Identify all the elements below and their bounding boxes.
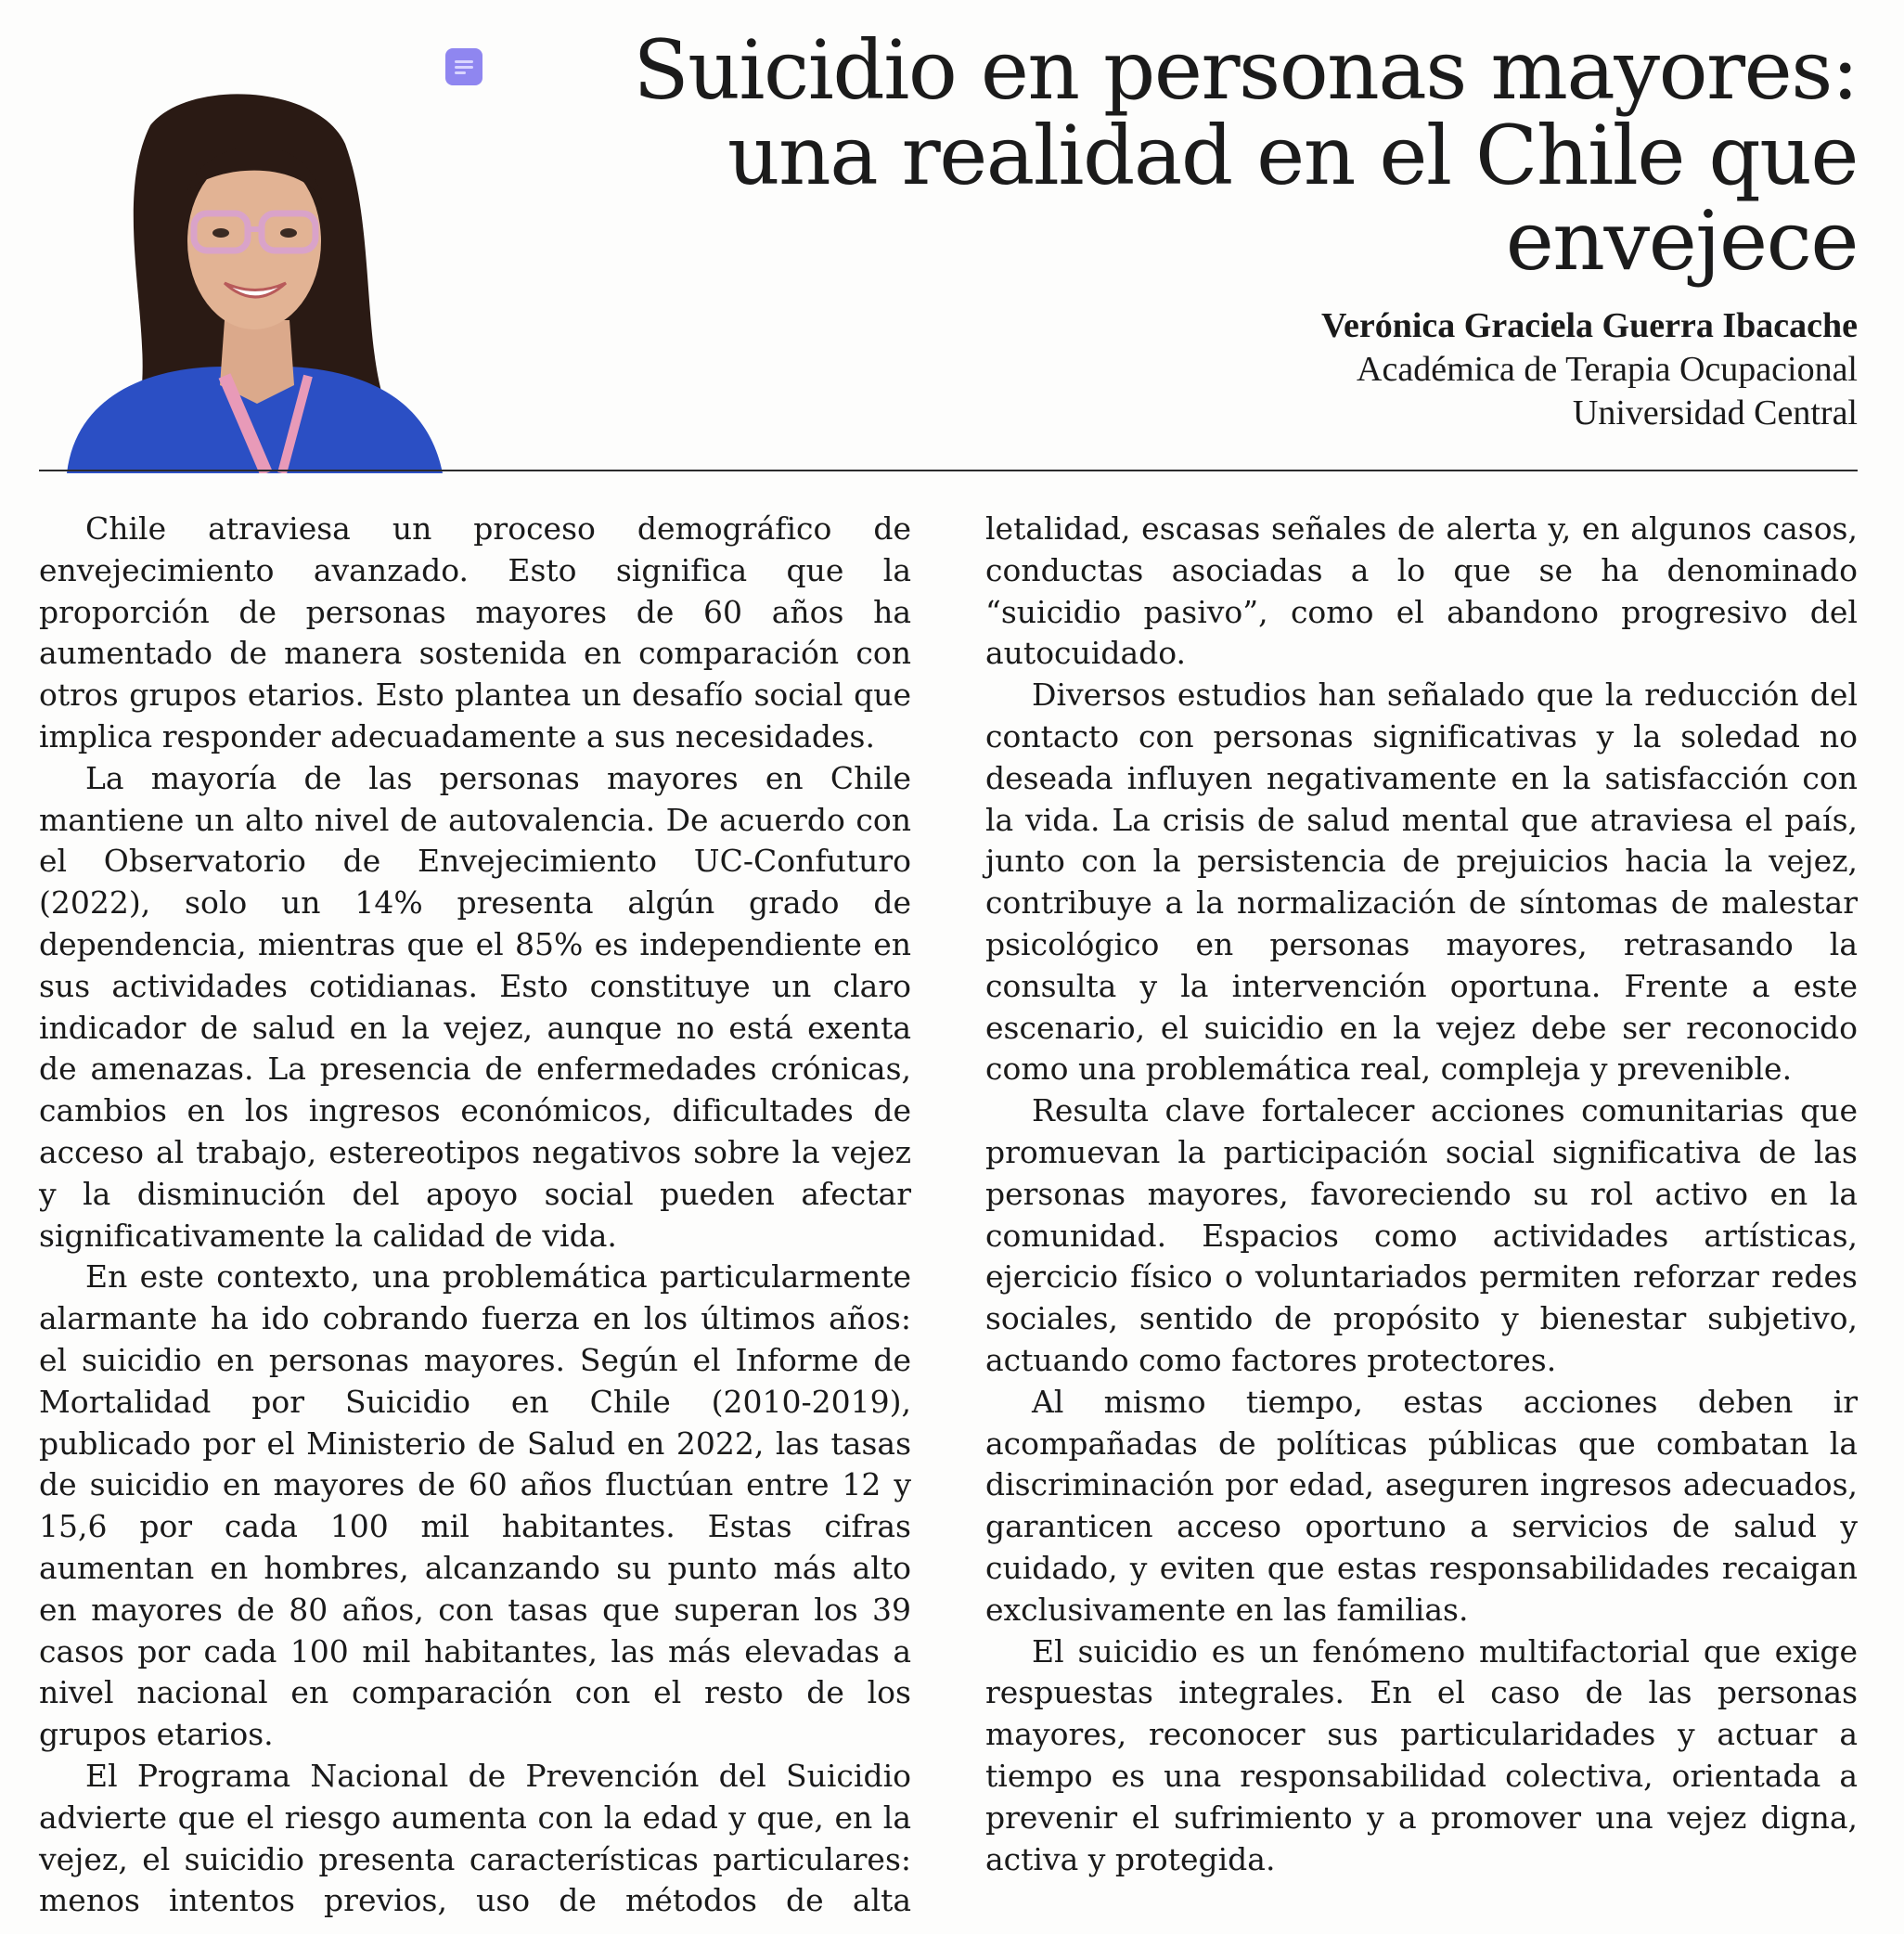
author-portrait [39, 88, 461, 473]
header-divider [39, 470, 1858, 471]
paragraph: Resulta clave fortalecer acciones comunitarias que promuevan la participación social significativa de las personas mayores, favoreciendo su rol activo en la comunidad. Espacios como actividades artísticas, ejercicio físico o voluntariados permiten reforzar redes sociales, sentido de propósito y bienestar subjetivo, actuando como factores protectores. [985, 1092, 1858, 1378]
paragraph: Diversos estudios han señalado que la reducción del contacto con personas significativas y la soledad no deseada influyen negativamente en la satisfacción con la vida. La crisis de salud mental que atraviesa el país, junto con la persistencia de prejuicios hacia la vejez, contribuye a la normalización de síntomas de malestar psicológico en personas mayores, retrasando la consulta y la intervención oportuna. Frente a este escenario, el suicidio en la vejez debe ser reconocido como una problemática real, compleja y prevenible. [985, 677, 1858, 1088]
author-role: Académica de Terapia Ocupacional [1357, 350, 1858, 389]
paragraph: El Programa Nacional de Prevención del Suicidio advierte que el riesgo aumenta con la edad y que, en la vejez, el suicidio presenta características particulares: menos intentos previos, uso de métodos de alta letalidad, escasas señales de alerta y, en algunos casos, conductas asociadas a lo que se ha denominado “suicidio pasivo”, como el abandono progresivo del autocuidado. [39, 510, 1858, 1919]
note-icon[interactable] [445, 48, 482, 85]
paragraph: El suicidio es un fenómeno multifactorial que exige respuestas integrales. En el caso de las personas mayores, reconocer sus particularidades y actuar a tiempo es una responsabilidad colectiva, orientada a prevenir el sufrimiento y a promover una vejez digna, activa y protegida. [985, 1632, 1858, 1877]
paragraph: Chile atraviesa un proceso demográfico de envejecimiento avanzado. Esto significa que la proporción de personas mayores de 60 años ha aumentado de manera sostenida en comparación con otros grupos etarios. Esto plantea un desafío social que implica responder adecuadamente a sus necesidades. [39, 510, 911, 754]
author-photo [39, 88, 461, 473]
paragraph: En este contexto, una problemática particularmente alarmante ha ido cobrando fuerza en los últimos años: el suicidio en personas mayores. Según el Informe de Mortalidad por Suicidio en Chile (2010-2019), publicado por el Ministerio de Salud en 2022, las tasas de suicidio en mayores de 60 años fluctúan entre 12 y 15,6 por cada 100 mil habitantes. Estas cifras aumentan en hombres, alcanzando su punto más alto en mayores de 80 años, con tasas que superan los 39 casos por cada 100 mil habitantes, las más elevadas a nivel nacional en comparación con el resto de los grupos etarios. [39, 1258, 911, 1753]
author-name: Verónica Graciela Guerra Ibacache [1321, 306, 1858, 345]
paragraph: Al mismo tiempo, estas acciones deben ir acompañadas de políticas públicas que combatan la discriminación por edad, aseguren ingresos adecuados, garanticen acceso oportuno a servicios de salud y cuidado, y eviten que estas responsabilidades recaigan exclusivamente en las familias. [985, 1383, 1858, 1628]
author-byline [1321, 304, 1858, 435]
article-title: Suicidio en personas mayores: una realidad en el Chile que envejece [633, 22, 1858, 289]
article-body [39, 509, 1858, 1928]
paragraph: La mayoría de las personas mayores en Chile mantiene un alto nivel de autovalencia. De acuerdo con el Observatorio de Envejecimiento UC-Confuturo (2022), solo un 14% presenta algún grado de dependencia, mientras que el 85% es independiente en sus actividades cotidianas. Esto constituye un claro indicador de salud en la vejez, aunque no está exenta de amenazas. La presencia de enfermedades crónicas, cambios en los ingresos económicos, dificultades de acceso al trabajo, estereotipos negativos sobre la vejez y la disminución del apoyo social pueden afectar significativamente la calidad de vida. [39, 759, 911, 1254]
author-institution: Universidad Central [1572, 393, 1858, 432]
